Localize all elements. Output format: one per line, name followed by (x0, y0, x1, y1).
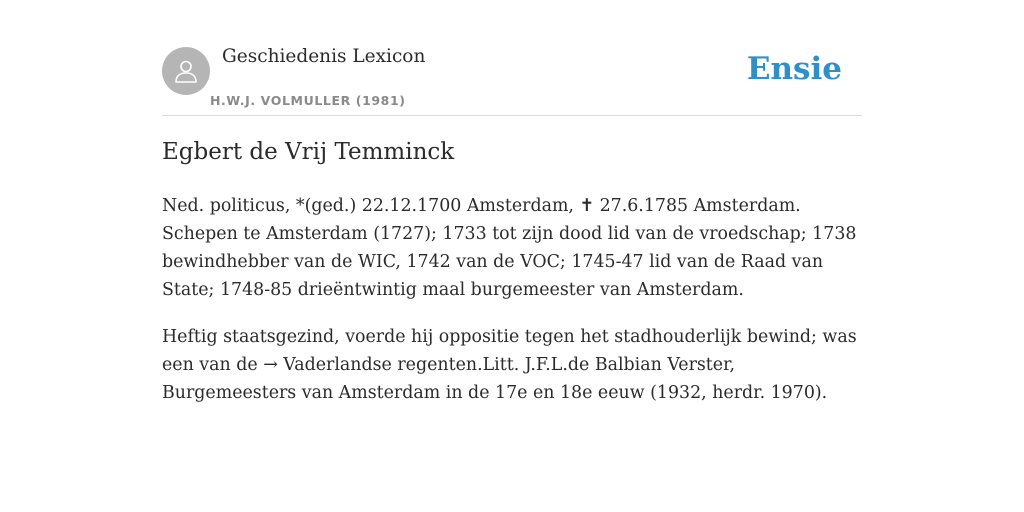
source-title[interactable]: Geschiedenis Lexicon (222, 46, 426, 67)
user-icon (172, 57, 200, 85)
literature-text: Litt. J.F.L.de Balbian Verster, Burgemeesters van Amsterdam in de 17e en 18e eeuw (1932, herdr. 1970). (162, 355, 828, 403)
header-divider (162, 115, 862, 116)
brand-logo[interactable]: Ensie (746, 51, 842, 87)
article-title: Egbert de Vrij Temminck (162, 139, 455, 165)
article-paragraph-2 (162, 323, 862, 407)
article-body (162, 192, 862, 426)
paragraph-2-text: Heftig staatsgezind, voerde hij oppositie tegen het stadhouderlijk bewind; was een van de (162, 327, 857, 375)
avatar[interactable] (162, 47, 210, 95)
article-paragraph-1: Ned. politicus, *(ged.) 22.12.1700 Amsterdam, ✝ 27.6.1785 Amsterdam. Schepen te Amsterdam (1727); 1733 tot zijn dood lid van de vroedschap; 1738 bewindhebber van de WIC, 1742 van de VOC; 1745-47 lid van de Raad van State; 1748-85 drieëntwintig maal burgemeester van Amsterdam. (162, 196, 857, 300)
author-credit: H.W.J. VOLMULLER (1981) (210, 93, 406, 108)
vaderlandse-regenten-link[interactable]: → Vaderlandse regenten. (263, 355, 483, 375)
